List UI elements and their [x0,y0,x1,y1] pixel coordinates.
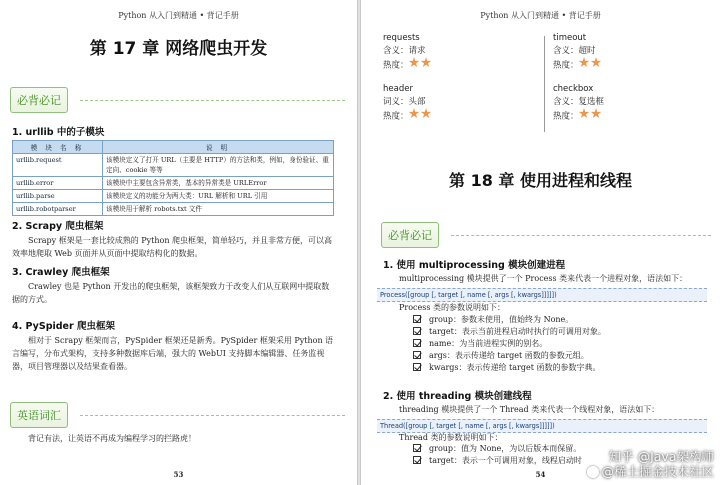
vocab-card-requests [383,32,433,73]
list-item [413,362,600,374]
vocab-heat-row [383,108,433,124]
thread-params-intro: Thread 类的参数说明如下： [399,433,503,442]
star-icon [409,57,420,68]
section-rule [80,100,345,101]
thread-syntax-code: Thread([group [, target [, name [, args [, kwargs]]]]]) [377,419,707,433]
vocab-meaning: 含义：请求 [383,45,426,56]
vocab-heat-label: 热度： [553,111,579,122]
watermark-line2 [587,464,714,479]
vocab-heat-row [553,108,604,124]
chapter-17-title: 第 17 章 网络爬虫开发 [89,39,268,59]
module-desc: 该模块用于解析 robots.txt 文件 [103,203,334,216]
section-must-memorize-left: 必背必记 [10,87,68,113]
param-text: target：表示一个可调用对象，线程启动时 [429,456,582,465]
vocab-word: header [383,84,413,94]
vocab-heat-label: 热度： [383,111,409,122]
watermark [587,449,714,479]
module-name: urllib.error [13,177,103,190]
running-header-left: Python 从入门到精通 • 背记手册 [118,11,239,20]
scrapy-heading: 2. Scrapy 爬虫框架 [12,221,104,232]
heat-stars [409,108,433,124]
star-icon [591,57,602,68]
section-english-vocab: 英语词汇 [10,402,68,428]
module-name: urllib.robotparser [13,203,103,216]
table-row [13,190,334,203]
table-header-desc: 说 明 [103,141,334,154]
checkbox-icon [413,339,421,347]
section-rule [451,235,711,236]
star-icon [579,108,590,119]
vocab-card-timeout [553,32,603,73]
urllib-modules-table [12,140,334,216]
urllib-heading: 1. urllib 中的子模块 [12,127,105,138]
section-must-memorize-right: 必背必记 [381,222,439,248]
vocab-divider [544,36,545,132]
param-text: name：为当前进程实例的别名。 [429,339,548,348]
module-desc: 该模块定义了打开 URL（主要是 HTTP）的方法和类，例如，身份验证、重定向、cookie 等等 [103,154,334,177]
vocab-tip: 背记有法，让英语不再成为编程学习的拦路虎！ [28,434,196,443]
table-row [13,203,334,216]
checkbox-icon [413,327,421,335]
vocab-card-header [383,83,433,124]
vocab-heat-row [383,57,433,73]
crawley-paragraph: Crawley 也是 Python 开发出的爬虫框架，该框架致力于改变人们从互联网中提取数据的方式。 [12,282,330,304]
module-desc: 该模块定义的功能分为两大类：URL 解析和 URL 引用 [103,190,334,203]
checkbox-icon [413,315,421,323]
heat-stars [409,57,433,73]
vocab-heat-row [553,57,603,73]
vocab-word: requests [383,33,420,43]
vocab-meaning: 词义：头部 [383,96,426,107]
process-params-intro: Process 类的参数说明如下： [399,303,505,312]
list-item [413,314,573,326]
vocab-heat-label: 热度： [553,60,579,71]
page-number-right: 54 [535,470,546,479]
vocab-card-checkbox [553,83,604,124]
list-item [413,326,606,338]
checkbox-icon [413,456,421,464]
running-header-right: Python 从入门到精通 • 背记手册 [480,11,601,20]
star-icon [579,57,590,68]
module-name: urllib.request [13,154,103,177]
process-syntax-code: Process([group [, target [, name [, args [, kwargs]]]]]) [377,288,707,302]
list-item [413,455,582,467]
threading-heading: 2. 使用 threading 模块创建线程 [383,391,532,402]
star-icon [421,57,432,68]
section-rule [80,415,345,416]
list-item [413,443,581,455]
threading-intro: threading 模块提供了一个 Thread 类来代表一个线程对象，语法如下： [399,405,660,414]
list-item [413,338,547,350]
heat-stars [579,108,603,124]
right-page [361,0,720,485]
module-desc: 该模块中主要包含异常类，基本的异常类是 URLError [103,177,334,190]
page-number-left: 53 [173,470,184,479]
scrapy-paragraph: Scrapy 框架是一套比较成熟的 Python 爬虫框架，简单轻巧，并且非常方便，可以高效率地爬取 Web 页面并从页面中提取结构化的数据。 [12,236,333,258]
table-row [13,177,334,190]
heat-stars [579,57,603,73]
vocab-heat-label: 热度： [383,60,409,71]
multiprocessing-intro: multiprocessing 模块提供了一个 Process 类来代表一个进程对象，语法如下： [399,274,688,283]
vocab-word: timeout [553,33,587,43]
param-text: target：表示当前进程启动时执行的可调用对象。 [429,327,606,336]
star-icon [421,108,432,119]
param-text: group：参数未使用，值始终为 None。 [429,315,574,324]
param-text: args：表示传递给 target 函数的参数元组。 [429,351,589,360]
module-name: urllib.parse [13,190,103,203]
crawley-heading: 3. Crawley 爬虫框架 [12,267,110,278]
param-text: kwargs：表示传递给 target 函数的参数字典。 [429,363,601,372]
checkbox-icon [413,351,421,359]
pyspider-heading: 4. PySpider 爬虫框架 [12,321,115,332]
param-text: group：值为 None，为以后版本而保留。 [429,444,582,453]
multiprocessing-heading: 1. 使用 multiprocessing 模块创建进程 [383,260,566,271]
vocab-meaning: 含义：超时 [553,45,596,56]
star-icon [591,108,602,119]
juejin-logo-icon [587,466,599,478]
table-header-name: 模 块 名 称 [13,141,103,154]
watermark-line1: 知乎 @Java架构师 [608,449,714,464]
checkbox-icon [413,363,421,371]
watermark-line2-text: @稀土掘金技术社区 [601,464,714,479]
star-icon [409,108,420,119]
table-header-row [13,141,334,154]
pyspider-paragraph: 相对于 Scrapy 框架而言，PySpider 框架还是新秀。PySpider 框架采用 Python 语言编写，分布式架构，支持多种数据库后端，强大的 WebUI 支持脚本编辑器、任务监视器，项目管理器以及结果查看器。 [12,336,334,371]
chapter-18-title: 第 18 章 使用进程和线程 [449,171,632,190]
vocab-word: checkbox [553,84,594,94]
list-item [413,350,589,362]
table-row [13,154,334,177]
checkbox-icon [413,444,421,452]
vocab-meaning: 含义：复选框 [553,96,605,107]
left-page [0,0,357,485]
